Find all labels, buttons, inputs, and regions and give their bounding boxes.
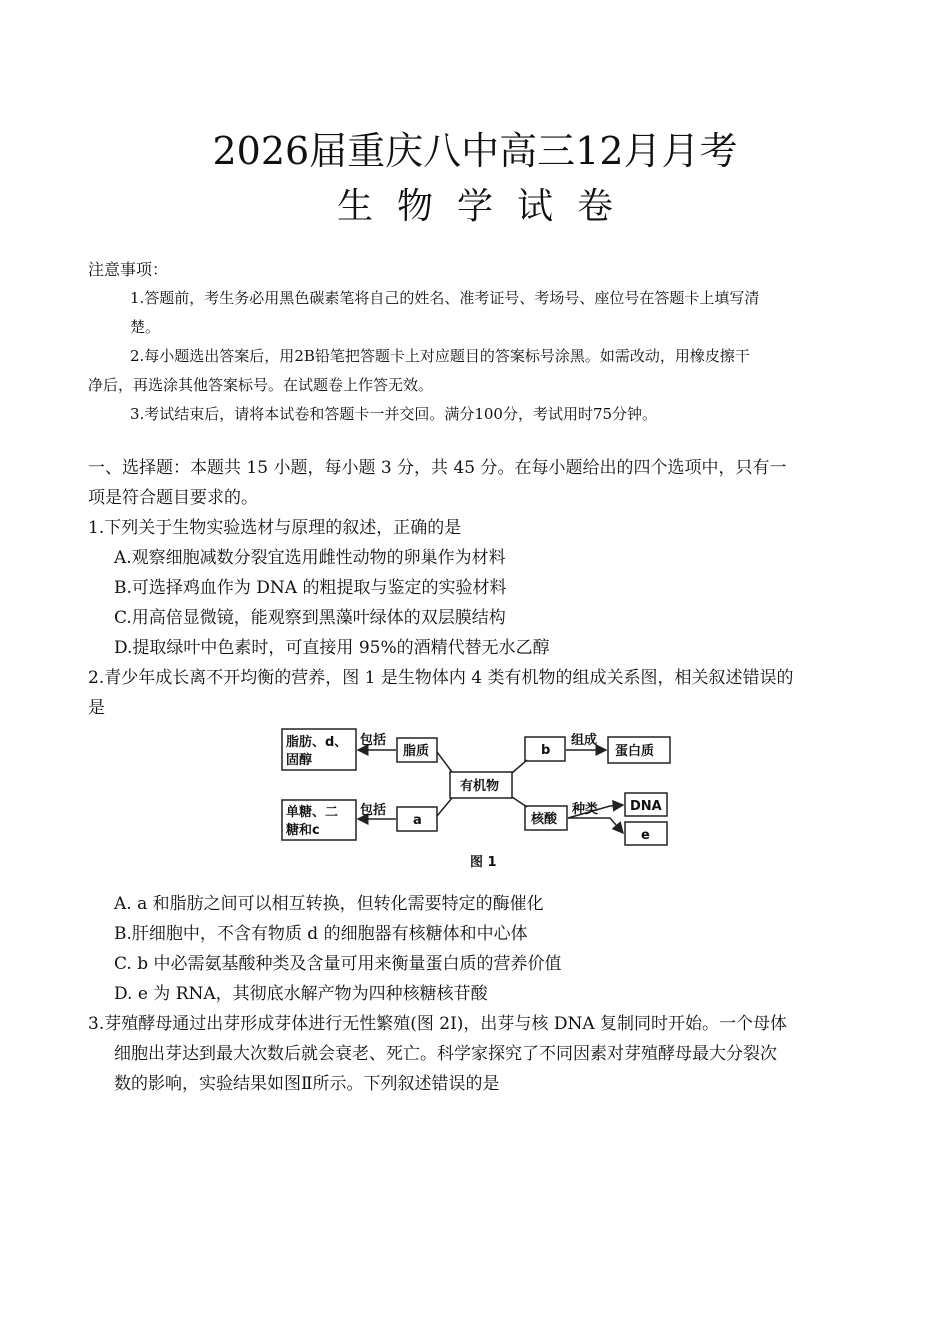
label-types: 种类: [572, 802, 599, 817]
link-organic-b: [512, 760, 527, 773]
q3-stem-cont: 细胞出芽达到最大次数后就会衰老、死亡。科学家探究了不同因素对芽殖酵母最大分裂次: [114, 1044, 777, 1064]
note-item-1: 1.答题前，考生务必用黑色碳素笔将自己的姓名、准考证号、考场号、座位号在答题卡上填写清: [130, 289, 760, 307]
q2-option-c: C. b 中必需氨基酸种类及含量可用来衡量蛋白质的营养价值: [114, 954, 562, 974]
label-organic: 有机物: [460, 779, 500, 794]
label-sugars-line1: 单糖、二: [286, 805, 339, 820]
q1-option-b: B.可选择鸡血作为 DNA 的粗提取与鉴定的实验材料: [114, 578, 507, 598]
note-item-2: 2.每小题选出答案后，用2B铅笔把答题卡上对应题目的答案标号涂黑。如需改动，用橡皮擦干: [130, 347, 750, 365]
link-a-organic: [437, 798, 452, 816]
q2-stem: 2.青少年成长离不开均衡的营养，图 1 是生物体内 4 类有机物的组成关系图，相关叙述错误的: [88, 668, 794, 688]
note-item-1-cont: 楚。: [130, 318, 161, 336]
label-sugars-line2: 糖和c: [286, 823, 320, 838]
q3-stem: 3.芽殖酵母通过出芽形成芽体进行无性繁殖(图 2I)，出芽与核 DNA 复制同时开始。一个母体: [88, 1014, 788, 1034]
section-intro: 一、选择题：本题共 15 小题，每小题 3 分，共 45 分。在每小题给出的四个选项中，只有一: [88, 458, 787, 478]
exam-title: 2026届重庆八中高三12月月考: [212, 129, 738, 173]
section-intro-cont: 项是符合题目要求的。: [88, 488, 258, 508]
label-a: a: [413, 813, 422, 828]
q1-option-c: C.用高倍显微镜，能观察到黑藻叶绿体的双层膜结构: [114, 608, 506, 628]
q1-stem: 1.下列关于生物实验选材与原理的叙述，正确的是: [88, 518, 462, 538]
label-nucleic-acid: 核酸: [531, 812, 558, 827]
label-compose: 组成: [571, 733, 598, 748]
label-fat-line1: 脂肪、d、: [286, 735, 348, 750]
q2-option-a: A. a 和脂肪之间可以相互转换，但转化需要特定的酶催化: [114, 894, 544, 914]
subject-title: 生物学试卷: [336, 186, 637, 227]
label-protein: 蛋白质: [615, 744, 655, 759]
q2-option-b: B.肝细胞中，不含有物质 d 的细胞器有核糖体和中心体: [114, 924, 528, 944]
label-lipid: 脂质: [403, 744, 430, 759]
link-organic-nucleic: [512, 797, 527, 807]
q1-option-a: A.观察细胞减数分裂宜选用雌性动物的卵巢作为材料: [114, 548, 506, 568]
q2-stem-cont: 是: [88, 698, 105, 718]
note-item-3: 3.考试结束后，请将本试卷和答题卡一并交回。满分100分，考试用时75分钟。: [130, 405, 658, 423]
q3-stem-cont2: 数的影响，实验结果如图Ⅱ所示。下列叙述错误的是: [114, 1074, 500, 1094]
label-e: e: [641, 828, 650, 843]
label-include-1: 包括: [360, 733, 387, 748]
label-dna: DNA: [630, 799, 662, 814]
q1-option-d: D.提取绿叶中色素时，可直接用 95%的酒精代替无水乙醇: [114, 638, 550, 658]
figure-caption: 图 1: [470, 855, 497, 870]
label-b: b: [541, 743, 551, 758]
label-fat-line2: 固醇: [286, 753, 313, 768]
q2-option-d: D. e 为 RNA，其彻底水解产物为四种核糖核苷酸: [114, 984, 488, 1004]
notes-section: [88, 255, 868, 429]
link-lipid-organic: [437, 752, 452, 772]
notes-heading: 注意事项：: [88, 260, 169, 279]
figure-1-diagram: [280, 726, 680, 876]
label-include-2: 包括: [360, 803, 387, 818]
arrow-nucleic-to-e: [568, 818, 623, 833]
note-item-2-cont: 净后，再选涂其他答案标号。在试题卷上作答无效。: [88, 376, 434, 394]
